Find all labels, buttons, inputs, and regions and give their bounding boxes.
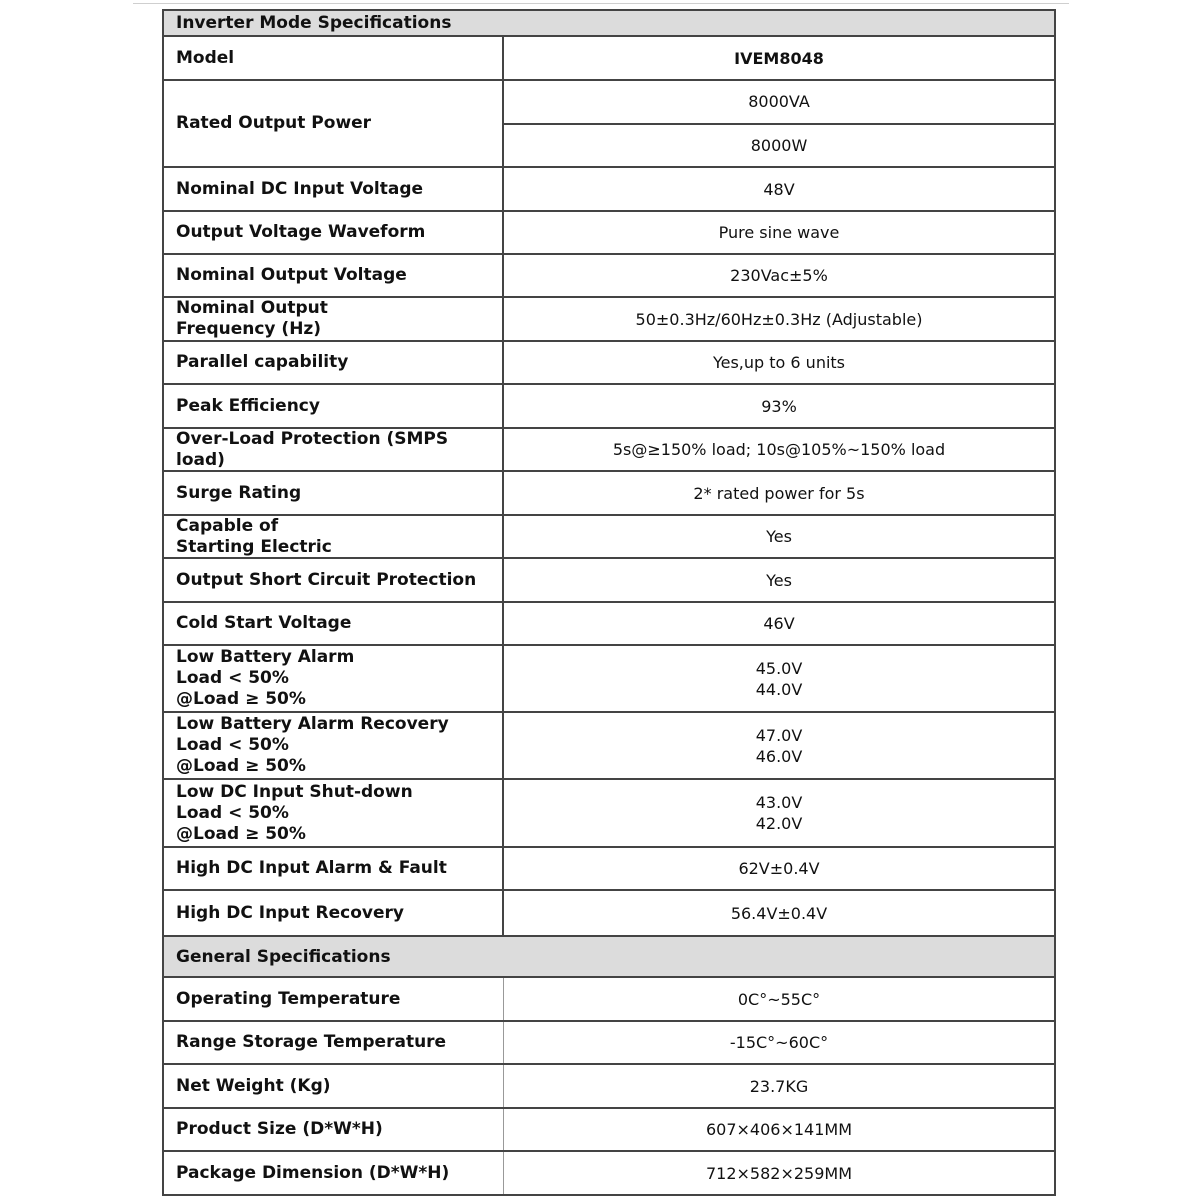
table-row xyxy=(164,603,1054,646)
table-row xyxy=(164,212,1054,255)
row-label: High DC Input Alarm & Fault xyxy=(164,848,504,889)
table-row xyxy=(164,37,1054,81)
row-value: 230Vac±5% xyxy=(730,266,828,285)
row-label: Rated Output Power xyxy=(164,81,504,166)
table-row xyxy=(164,891,1054,935)
row-value: 8000VA xyxy=(748,92,810,112)
row-label: Operating Temperature xyxy=(164,978,504,1020)
table-row xyxy=(164,516,1054,559)
row-value: 50±0.3Hz/60Hz±0.3Hz (Adjustable) xyxy=(635,309,923,329)
row-value: 62V±0.4V xyxy=(738,859,820,878)
table-row xyxy=(164,81,1054,168)
row-label: Cold Start Voltage xyxy=(164,603,504,644)
row-value: Yes,up to 6 units xyxy=(712,353,846,372)
row-label: Model xyxy=(164,37,504,79)
row-label: Range Storage Temperature xyxy=(164,1022,504,1063)
table-row xyxy=(164,298,1054,342)
row-value: 2* rated power for 5s xyxy=(693,483,865,503)
general-section-header xyxy=(164,935,1054,978)
row-value: 46V xyxy=(763,614,795,633)
table-row xyxy=(164,385,1054,429)
row-label: Parallel capability xyxy=(164,342,504,383)
table-row xyxy=(164,342,1054,385)
row-label: High DC Input Recovery xyxy=(164,891,504,935)
table-row xyxy=(164,472,1054,516)
row-label: Peak Efficiency xyxy=(164,385,504,427)
row-label: Product Size (D*W*H) xyxy=(164,1109,504,1150)
table-row xyxy=(164,780,1054,848)
row-label: Output Short Circuit Protection xyxy=(164,559,504,601)
table-row xyxy=(164,713,1054,780)
row-label: Nominal DC Input Voltage xyxy=(164,168,504,210)
table-row xyxy=(164,978,1054,1022)
row-value: 47.0V 46.0V xyxy=(755,725,803,766)
row-value: 43.0V 42.0V xyxy=(755,793,803,833)
row-label: Package Dimension (D*W*H) xyxy=(164,1152,504,1194)
table-row xyxy=(164,1152,1054,1196)
table-row xyxy=(164,559,1054,603)
row-value: 5s@≥150% load; 10s@105%~150% load xyxy=(612,440,946,459)
row-label: Low Battery Alarm Load < 50% @Load ≥ 50% xyxy=(164,646,504,711)
table-row xyxy=(164,1022,1054,1065)
row-value-split xyxy=(504,81,1054,166)
row-label: Low Battery Alarm Recovery Load < 50% @Load ≥ 50% xyxy=(164,713,504,778)
row-value: 0C°~55C° xyxy=(737,989,821,1009)
row-value: 607×406×141MM xyxy=(705,1120,853,1139)
table-row xyxy=(164,255,1054,298)
row-value: 93% xyxy=(761,396,797,416)
row-label: Capable of Starting Electric xyxy=(164,516,504,557)
row-value: 8000W xyxy=(504,123,1054,167)
row-label: Nominal Output Frequency (Hz) xyxy=(164,298,504,340)
spec-table xyxy=(162,9,1056,1196)
row-value: 56.4V±0.4V xyxy=(730,903,828,923)
top-rule xyxy=(133,3,1069,4)
row-value: 45.0V 44.0V xyxy=(755,658,803,699)
row-value: Yes xyxy=(766,570,792,590)
row-value: 48V xyxy=(763,179,795,199)
inverter-section-header xyxy=(164,9,1054,37)
row-value: 712×582×259MM xyxy=(705,1163,853,1183)
table-row xyxy=(164,168,1054,212)
row-value: 23.7KG xyxy=(749,1076,809,1096)
row-label: Net Weight (Kg) xyxy=(164,1065,504,1107)
table-row xyxy=(164,646,1054,713)
general-section-title: General Specifications xyxy=(176,946,391,967)
table-row xyxy=(164,848,1054,891)
row-label: Surge Rating xyxy=(164,472,504,514)
table-row xyxy=(164,429,1054,472)
inverter-section-title: Inverter Mode Specifications xyxy=(176,13,452,33)
row-value: -15C°~60C° xyxy=(729,1033,829,1052)
table-row xyxy=(164,1109,1054,1152)
row-label: Over-Load Protection (SMPS load) xyxy=(164,429,504,470)
row-label: Nominal Output Voltage xyxy=(164,255,504,296)
table-row xyxy=(164,1065,1054,1109)
row-label: Low DC Input Shut-down Load < 50% @Load ≥ 50% xyxy=(164,780,504,846)
row-value: IVEM8048 xyxy=(734,48,824,68)
row-value: Yes xyxy=(766,527,792,546)
row-value: Pure sine wave xyxy=(718,223,840,242)
row-label: Output Voltage Waveform xyxy=(164,212,504,253)
